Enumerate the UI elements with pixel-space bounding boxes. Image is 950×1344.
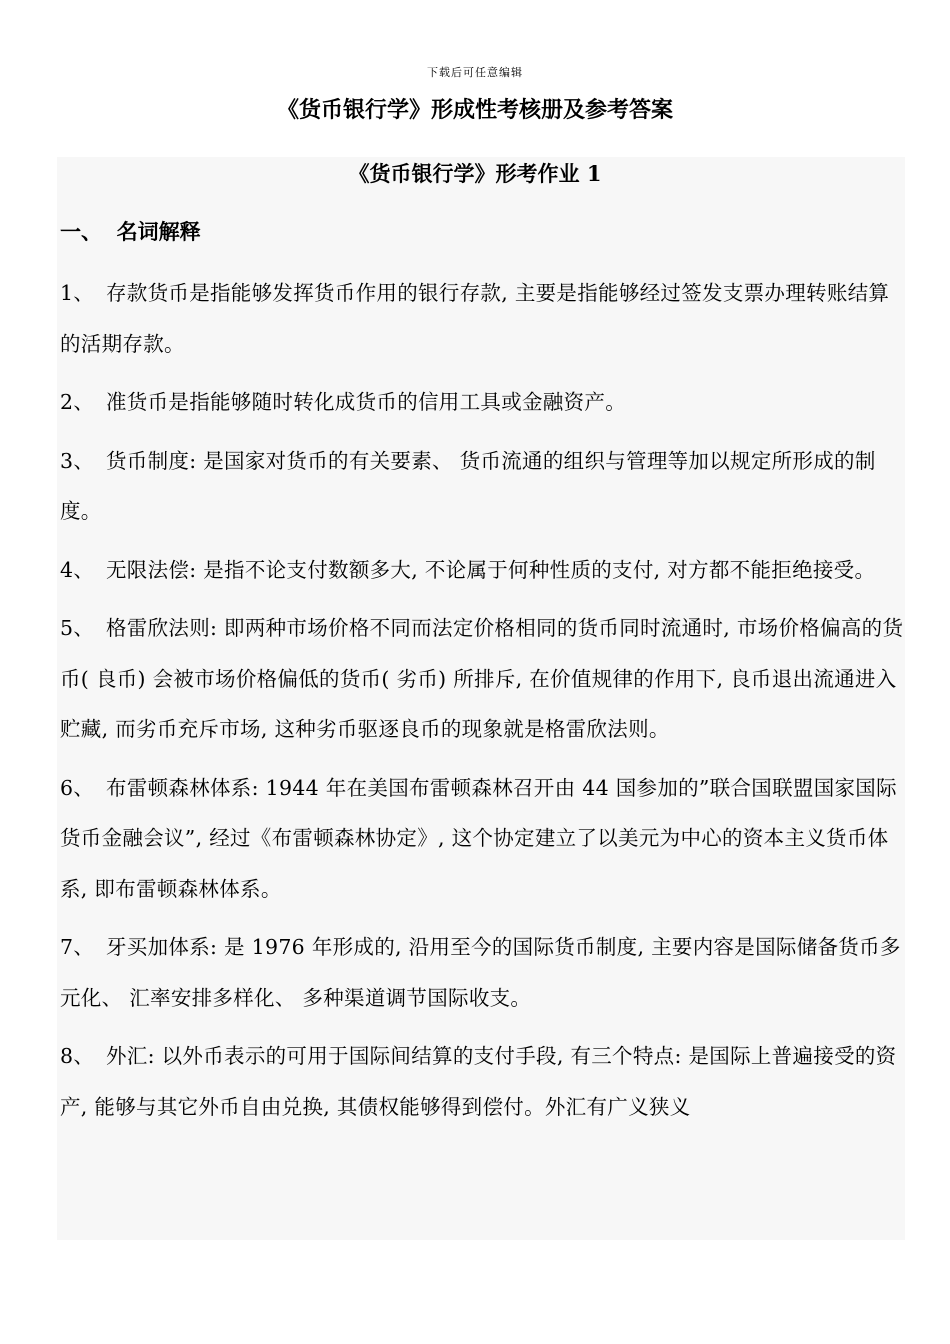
- item-text: 准货币是指能够随时转化成货币的信用工具或金融资产。: [106, 390, 626, 414]
- item-number: 1、: [60, 281, 95, 305]
- list-item: [60, 763, 905, 915]
- item-text: 货币制度: 是国家对货币的有关要素、 货币流通的组织与管理等加以规定所形成的制度。: [60, 448, 876, 523]
- item-number: 5、: [60, 616, 95, 640]
- definition-list: [60, 268, 905, 1140]
- item-number: 2、: [60, 390, 95, 414]
- list-item: [60, 603, 905, 755]
- document-title: 《货币银行学》形成性考核册及参考答案: [276, 97, 673, 123]
- item-number: 7、: [60, 935, 95, 959]
- part-heading: 一、 名词解释: [60, 219, 201, 244]
- item-text: 牙买加体系: 是 1976 年形成的, 沿用至今的国际货币制度, 主要内容是国际储备货币多元化、 汇率安排多样化、 多种渠道调节国际收支。: [60, 935, 901, 1010]
- header-note: 下载后可任意编辑: [427, 66, 523, 79]
- item-text: 无限法偿: 是指不论支付数额多大, 不论属于何种性质的支付, 对方都不能拒绝接受。: [106, 557, 876, 582]
- list-item: [60, 922, 905, 1023]
- list-item: [60, 377, 905, 428]
- item-text: 布雷顿森林体系: 1944 年在美国布雷顿森林召开由 44 国参加的”联合国联盟国家国际货币金融会议”, 经过《布雷顿森林协定》, 这个协定建立了以美元为中心的资本主义货币体系, 即布雷顿森林体系。: [60, 775, 897, 901]
- list-item: [60, 545, 905, 596]
- item-number: 3、: [60, 448, 95, 473]
- section-heading: 《货币银行学》形考作业 1: [348, 161, 602, 186]
- item-number: 6、: [60, 775, 95, 800]
- item-number: 8、: [60, 1044, 95, 1068]
- item-number: 4、: [60, 557, 95, 582]
- list-item: [60, 1031, 905, 1132]
- list-item: [60, 436, 905, 537]
- item-text: 外汇: 以外币表示的可用于国际间结算的支付手段, 有三个特点: 是国际上普遍接受的资产, 能够与其它外币自由兑换, 其债权能够得到偿付。外汇有广义狭义: [60, 1044, 897, 1119]
- item-text: 存款货币是指能够发挥货币作用的银行存款, 主要是指能够经过签发支票办理转账结算的活期存款。: [60, 281, 890, 356]
- item-text: 格雷欣法则: 即两种市场价格不同而法定价格相同的货币同时流通时, 市场价格偏高的货币( 良币) 会被市场价格偏低的货币( 劣币) 所排斥, 在价值规律的作用下, 良币退出流通进入贮藏, 而劣币充斥市场, 这种劣币驱逐良币的现象就是格雷欣法则。: [60, 616, 904, 741]
- list-item: [60, 268, 905, 369]
